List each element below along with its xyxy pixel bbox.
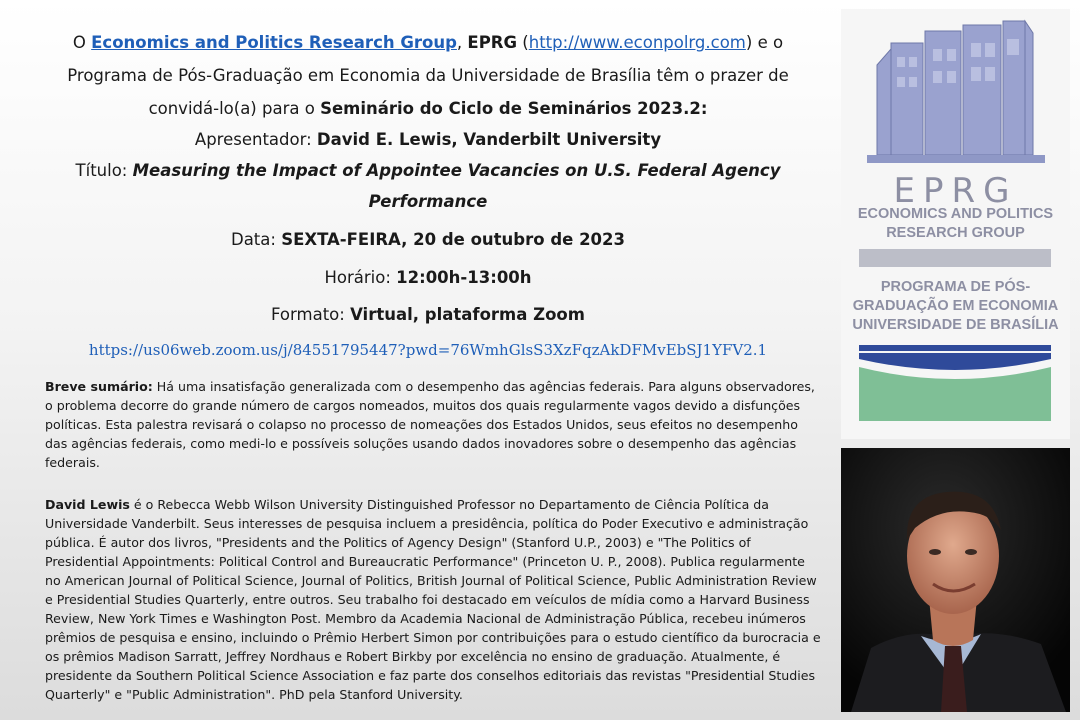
event-date-value: SEXTA-FEIRA, 20 de outubro de 2023 <box>281 230 625 249</box>
talk-title-line-2: Performance <box>368 192 488 211</box>
summary-label: Breve sumário: <box>45 379 153 394</box>
separator-bar <box>859 249 1051 267</box>
invitation-line-3: convidá-lo(a) para o Seminário do Ciclo de Seminários 2023.2: <box>148 99 708 118</box>
logo-program-name: PROGRAMA DE PÓS- GRADUAÇÃO EM ECONOMIA UNIVERSIDADE DE BRASÍLIA <box>852 279 1059 333</box>
presenter: Apresentador: David E. Lewis, Vanderbilt University <box>194 130 662 149</box>
bio-paragraph <box>45 495 821 704</box>
zoom-link[interactable]: https://us06web.zoom.us/j/84551795447?pwd=76WmhGlsS3XzFqzAkDFMvEbSJ1YFV2.1 <box>88 341 768 359</box>
summary-paragraph <box>45 377 821 472</box>
bio-text: é o Rebecca Webb Wilson University Distinguished Professor no Departamento de Ciência Política da Universidade Vanderbilt. Seus interesses de pesquisa incluem a presidência, política do Poder Executivo e administração pública. É autor dos livros, "Presidents and the Politics of Agency Design" (Stanford U.P., 2003) e "The Politics of Presidential Appointments: Political Control and Bureaucratic Performance" (Princeton U. P., 2008). Publica regularmente no American Journal of Political Science, Journal of Politics, British Journal of Political Science, Public Administration Review e Presidential Studies Quarterly, entre outros. Seu trabalho foi destacado em veículos de mídia como a Harvard Business Review, New York Times e Washington Post. Membro da Academia Nacional de Administração Pública, recebeu inúmeros prêmios de pesquisa e ensino, incluindo o Prêmio Herbert Simon por contribuições para o estudo científico da burocracia e os prêmios Madison Sarratt, Jeffrey Nordhaus e Robert Birkby por excelência no ensino de graduação. Atualmente, é presidente da Southern Political Science Association e faz parte dos conselhos editoriais das revistas "Presidential Studies Quarterly" e "Public Administration". PhD pela Stanford University. <box>45 497 821 702</box>
building-base <box>867 155 1045 163</box>
event-time: Horário: 12:00h-13:00h <box>324 268 532 287</box>
talk-title-line-1: Measuring the Impact of Appointee Vacancies on U.S. Federal Agency <box>132 161 781 180</box>
logo-group-name: ECONOMICS AND POLITICS RESEARCH GROUP <box>857 206 1054 241</box>
presenter-photo <box>841 448 1070 712</box>
unb-blue-arc <box>859 353 1051 370</box>
invitation-header <box>30 26 826 125</box>
logo-acronym: EPRG <box>893 171 1018 211</box>
eprg-acronym: EPRG <box>467 33 518 52</box>
event-date: Data: SEXTA-FEIRA, 20 de outubro de 2023 <box>230 230 625 249</box>
event-time-value: 12:00h-13:00h <box>396 268 532 287</box>
group-link[interactable]: Economics and Politics Research Group <box>91 33 457 52</box>
seminar-name: Seminário do Ciclo de Seminários 2023.2: <box>320 99 708 118</box>
talk-title: Título: Measuring the Impact of Appointee Vacancies on U.S. Federal Agency Performance <box>75 161 781 211</box>
invitation-line-1: O Economics and Politics Research Group, EPRG (http://www.econpolrg.com) e o <box>72 33 784 52</box>
unb-top-bar <box>859 345 1051 351</box>
summary-text: Há uma insatisfação generalizada com o desempenho das agências federais. Para alguns observadores, o problema decorre do grande número de cargos nomeados, muitos dos quais regularmente vagos devido a disfunções políticas. Esta palestra revisará o colapso no processo de nomeações dos Estados Unidos, seus efeitos no desempenho das agências federais, como medi-lo e possíveis soluções usando dados inovadores sobre o desempenho das agências federais. <box>45 379 815 470</box>
event-format: Formato: Virtual, plataforma Zoom <box>271 305 585 324</box>
website-link[interactable]: http://www.econpolrg.com <box>528 33 746 52</box>
unb-green-block <box>859 367 1051 421</box>
eprg-logo <box>841 9 1070 439</box>
event-format-value: Virtual, plataforma Zoom <box>350 305 585 324</box>
headshot-illustration <box>841 448 1070 712</box>
bio-name: David Lewis <box>45 497 130 512</box>
presenter-name: David E. Lewis, Vanderbilt University <box>316 130 662 149</box>
invitation-line-2: Programa de Pós-Graduação em Economia da Universidade de Brasília têm o prazer de <box>67 66 789 85</box>
